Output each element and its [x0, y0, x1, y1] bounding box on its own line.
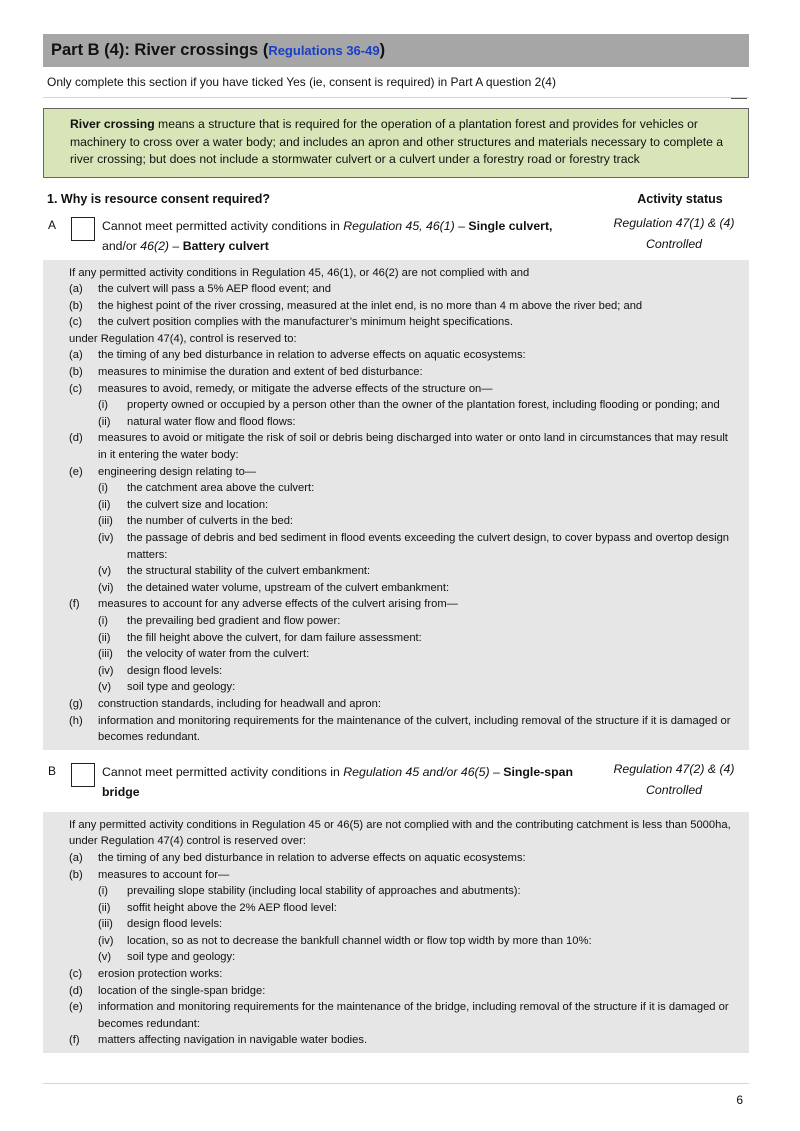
section-title: Part B (4): River crossings (	[51, 41, 269, 59]
item-text: prevailing slope stability (including local stability of approaches and abutments):	[127, 885, 521, 898]
item-label: (a)	[69, 851, 83, 864]
option-a-details	[43, 260, 749, 750]
item-text: the fill height above the culvert, for dam failure assessment:	[127, 631, 422, 644]
definition-text: means a structure that is required for the operation of a plantation forest and provides for vehicles or machinery to cross over a water body; and includes an apron and other structures and materials necessary to complete a river crossing; but does not include a stormwater culvert or a culvert under a forestry road or forestry track	[70, 117, 724, 166]
item-label: (iii)	[98, 918, 113, 931]
item-label: (d)	[69, 432, 83, 445]
sub-list-item	[69, 630, 735, 647]
list-item	[69, 696, 735, 713]
item-label: (d)	[69, 984, 83, 997]
option-letter: B	[48, 763, 57, 778]
regulations-link[interactable]: Regulations 36-49	[268, 43, 380, 58]
list-item	[69, 867, 735, 884]
item-text: measures to account for any adverse effects of the culvert arising from—	[98, 598, 458, 611]
item-text: the number of culverts in the bed:	[127, 515, 294, 528]
definition-box	[43, 108, 749, 178]
sub-list-item	[69, 646, 735, 663]
item-text: soil type and geology:	[127, 681, 236, 694]
list-item	[69, 1032, 735, 1049]
item-label: (e)	[69, 1001, 83, 1014]
item-label: (v)	[98, 951, 112, 964]
item-text: the culvert will pass a 5% AEP flood event; and	[98, 283, 332, 296]
item-label: (iii)	[98, 648, 113, 661]
item-text: the velocity of water from the culvert:	[127, 648, 310, 661]
item-label: (c)	[69, 968, 83, 981]
sub-list-item	[69, 580, 735, 597]
page-number: 6	[736, 1093, 743, 1107]
item-label: (h)	[69, 714, 83, 727]
item-label: (b)	[69, 299, 83, 312]
list-item	[69, 381, 735, 398]
item-text: the culvert size and location:	[127, 498, 269, 511]
list-item	[69, 966, 735, 983]
sub-list-item	[69, 663, 735, 680]
question-1	[43, 192, 749, 206]
item-label: (i)	[98, 399, 108, 412]
option-b-checkbox[interactable]	[71, 763, 95, 787]
item-label: (ii)	[98, 631, 111, 644]
option-a-status: Regulation 47(1) & (4) Controlled	[613, 215, 735, 251]
item-label: (b)	[69, 366, 83, 379]
item-label: (iv)	[98, 664, 114, 677]
option-a-intro: If any permitted activity conditions in Regulation 45, 46(1), or 46(2) are not complied with and	[69, 266, 530, 279]
option-letter: A	[48, 217, 57, 232]
item-text: measures to minimise the duration and extent of bed disturbance:	[98, 366, 423, 379]
sub-list-item	[69, 513, 735, 530]
sub-list-item	[69, 679, 735, 696]
list-item	[69, 281, 735, 298]
sub-list-item	[69, 613, 735, 630]
list-item	[69, 596, 735, 613]
sub-list-item	[69, 497, 735, 514]
item-text: matters affecting navigation in navigable water bodies.	[98, 1034, 368, 1047]
item-label: (c)	[69, 382, 83, 395]
item-text: erosion protection works:	[98, 968, 223, 981]
item-label: (f)	[69, 1034, 80, 1047]
item-label: (g)	[69, 697, 83, 710]
item-label: (i)	[98, 885, 108, 898]
sub-list-item	[69, 916, 735, 933]
item-label: (ii)	[98, 901, 111, 914]
item-text: information and monitoring requirements for the maintenance of the culvert, including removal of the structure if it is damaged or becomes redundant.	[98, 714, 731, 744]
item-label: (i)	[98, 614, 108, 627]
divider	[731, 98, 747, 99]
list-item	[69, 314, 735, 331]
list-item	[69, 347, 735, 364]
item-text: measures to avoid or mitigate the risk of soil or debris being discharged into water or onto land in circumstances that may result in it entering the water body:	[98, 432, 728, 462]
option-a	[43, 210, 749, 260]
option-a-checkbox[interactable]	[71, 217, 95, 241]
item-text: information and monitoring requirements for the maintenance of the bridge, including removal of the structure if it is damaged or becomes redundant:	[98, 1001, 729, 1030]
option-b-intro: If any permitted activity conditions in Regulation 45 or 46(5) are not complied with and the contributing catchment is less than 5000ha, under Regulation 47(4) control is reserved over:	[69, 818, 731, 848]
question-label: 1. Why is resource consent required?	[47, 191, 270, 206]
option-b-details	[43, 812, 749, 1053]
item-label: (f)	[69, 598, 80, 611]
option-b-status: Regulation 47(2) & (4) Controlled	[613, 761, 735, 797]
section-instruction: Only complete this section if you have ticked Yes (ie, consent is required) in Part A question 2(4)	[43, 67, 749, 98]
item-label: (v)	[98, 565, 112, 578]
item-text: soil type and geology:	[127, 951, 236, 964]
form-page	[43, 34, 749, 1053]
item-label: (iii)	[98, 515, 113, 528]
sub-list-item	[69, 949, 735, 966]
item-label: (iv)	[98, 532, 114, 544]
list-item	[69, 983, 735, 1000]
item-label: (vi)	[98, 581, 114, 594]
item-label: (ii)	[98, 415, 111, 428]
item-label: (i)	[98, 482, 108, 495]
item-text: design flood levels:	[127, 918, 223, 931]
sub-list-item	[69, 397, 735, 414]
section-header: Part B (4): River crossings ( Regulations 36-49 )	[43, 34, 749, 67]
list-item	[69, 464, 735, 481]
list-item	[69, 430, 735, 463]
option-b-text: Cannot meet permitted activity conditions in Regulation 45 and/or 46(5) – Single-span bridge	[102, 764, 573, 799]
item-text: construction standards, including for headwall and apron:	[98, 697, 381, 710]
item-text: the prevailing bed gradient and flow power:	[127, 614, 341, 627]
sub-list-item	[69, 563, 735, 580]
item-label: (e)	[69, 465, 83, 478]
option-a-text: Cannot meet permitted activity conditions in Regulation 45, 46(1) – Single culvert, and/or 46(2) – Battery culvert	[102, 218, 553, 253]
item-text: soffit height above the 2% AEP flood level:	[127, 901, 337, 914]
item-text: the passage of debris and bed sediment in flood events exceeding the culvert design, to cover bypass and overtop design matters:	[127, 532, 730, 561]
option-b	[43, 756, 749, 812]
sub-list-item	[69, 414, 735, 431]
sub-list-item	[69, 530, 735, 563]
list-item	[69, 298, 735, 315]
item-label: (ii)	[98, 498, 111, 511]
option-a-under: under Regulation 47(4), control is reserved to:	[69, 332, 297, 345]
item-label: (a)	[69, 349, 83, 362]
item-text: the detained water volume, upstream of the culvert embankment:	[127, 581, 450, 594]
item-label: (v)	[98, 681, 112, 694]
item-text: engineering design relating to—	[98, 465, 256, 478]
sub-list-item	[69, 480, 735, 497]
item-label: (c)	[69, 316, 83, 329]
list-item	[69, 850, 735, 867]
item-text: the timing of any bed disturbance in relation to adverse effects on aquatic ecosystems:	[98, 851, 526, 864]
item-text: location of the single-span bridge:	[98, 984, 266, 997]
item-label: (a)	[69, 283, 83, 296]
item-text: property owned or occupied by a person other than the owner of the plantation forest, including flooding or ponding; and	[127, 399, 720, 412]
item-text: the timing of any bed disturbance in relation to adverse effects on aquatic ecosystems:	[98, 349, 526, 362]
item-text: design flood levels:	[127, 664, 223, 677]
sub-list-item	[69, 900, 735, 917]
item-text: the catchment area above the culvert:	[127, 482, 315, 495]
item-text: the structural stability of the culvert embankment:	[127, 565, 371, 578]
list-item	[69, 713, 735, 746]
list-item	[69, 364, 735, 381]
sub-list-item	[69, 933, 735, 950]
activity-status-heading: Activity status	[637, 191, 723, 206]
item-text: the highest point of the river crossing, measured at the inlet end, is no more than 4 m above the river bed; and	[98, 299, 643, 312]
item-text: measures to account for—	[98, 868, 230, 881]
definition-term: River crossing	[70, 117, 155, 131]
item-text: the culvert position complies with the manufacturer’s minimum height specifications.	[98, 316, 513, 329]
item-label: (iv)	[98, 934, 114, 947]
list-item	[69, 999, 735, 1032]
item-text: natural water flow and flood flows:	[127, 415, 296, 428]
bottom-rule	[43, 1083, 749, 1084]
item-text: location, so as not to decrease the bankfull channel width or flow top width by more than 10%:	[127, 934, 592, 947]
item-label: (b)	[69, 868, 83, 881]
item-text: measures to avoid, remedy, or mitigate the adverse effects of the structure on—	[98, 382, 493, 395]
sub-list-item	[69, 883, 735, 900]
